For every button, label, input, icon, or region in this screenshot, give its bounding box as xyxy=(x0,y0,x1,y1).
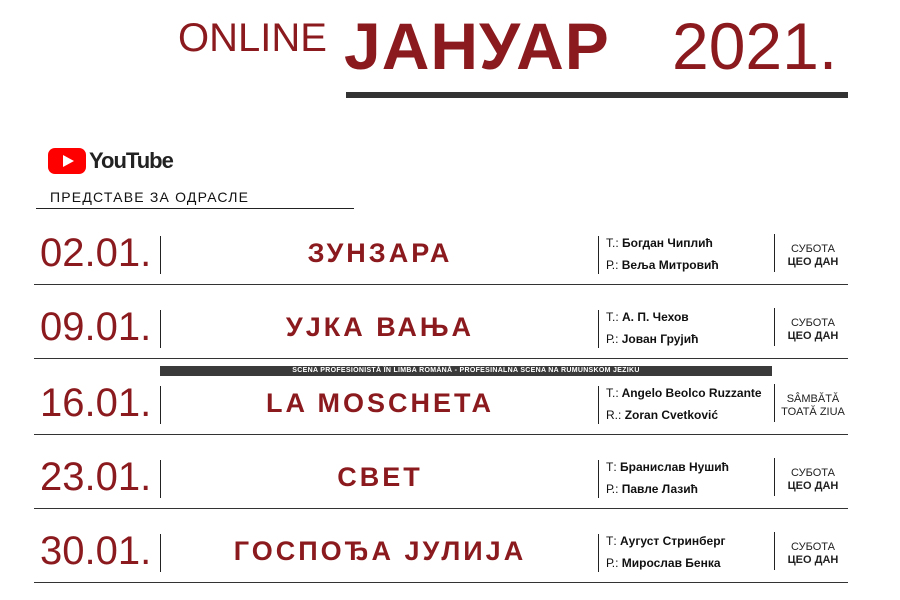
divider xyxy=(774,458,775,496)
event-author xyxy=(606,236,713,250)
director-name: Мирослав Бенка xyxy=(621,556,721,570)
event-time: TOATĂ ZIUA xyxy=(781,406,845,418)
section-label: ПРЕДСТАВЕ ЗА ОДРАСЛЕ xyxy=(50,189,250,205)
event-row xyxy=(0,298,900,372)
author-key: Т.: xyxy=(606,310,619,324)
director-name: Zoran Cvetković xyxy=(624,408,719,422)
event-title: LA MOSCHETA xyxy=(266,388,494,418)
event-day: СУБОТА xyxy=(791,243,835,255)
director-name: Јован Грујић xyxy=(621,332,699,346)
event-date: 02.01. xyxy=(40,231,152,275)
language-banner: SCENA PROFESIONISTĂ ÎN LIMBA ROMÂNĂ - PROFESINALNA SCENA NA RUMUNSKOM JEZIKU xyxy=(160,366,772,376)
row-divider xyxy=(34,434,848,435)
event-time: ЦЕО ДАН xyxy=(787,256,839,268)
event-title: СВЕТ xyxy=(337,462,423,492)
event-director xyxy=(606,332,698,346)
event-schedule xyxy=(778,467,848,493)
event-author xyxy=(606,534,726,548)
divider xyxy=(160,534,161,572)
event-title: ГОСПОЂА ЈУЛИЈА xyxy=(233,536,527,566)
director-name: Павле Лазић xyxy=(621,482,698,496)
event-date: 30.01. xyxy=(40,529,152,573)
event-director xyxy=(606,408,718,422)
event-row xyxy=(0,448,900,522)
divider xyxy=(774,234,775,272)
event-day: СУБОТА xyxy=(791,467,835,479)
row-divider xyxy=(34,582,848,583)
event-author xyxy=(606,386,762,400)
director-key: Р.: xyxy=(606,332,619,346)
author-name: Бранислав Нушић xyxy=(620,460,729,474)
event-time: ЦЕО ДАН xyxy=(787,554,839,566)
event-row xyxy=(0,224,900,298)
event-row xyxy=(0,522,900,596)
director-key: R.: xyxy=(606,408,622,422)
divider xyxy=(160,460,161,498)
director-key: Р.: xyxy=(606,258,619,272)
author-name: Аугуст Стринберг xyxy=(620,534,726,548)
author-key: T.: xyxy=(606,386,619,400)
director-key: Р.: xyxy=(606,556,619,570)
director-name: Веља Митровић xyxy=(621,258,719,272)
event-schedule xyxy=(778,243,848,269)
online-label: ONLINE xyxy=(178,16,327,60)
row-divider xyxy=(34,284,848,285)
divider xyxy=(598,236,599,274)
event-row xyxy=(0,374,900,448)
event-date: 09.01. xyxy=(40,305,152,349)
event-director xyxy=(606,482,698,496)
event-time: ЦЕО ДАН xyxy=(787,480,839,492)
divider xyxy=(160,310,161,348)
divider xyxy=(160,386,161,424)
event-director xyxy=(606,556,721,570)
row-divider xyxy=(34,508,848,509)
event-title: ЗУНЗАРА xyxy=(307,238,453,268)
divider xyxy=(598,460,599,498)
youtube-wordmark: YouTube xyxy=(89,148,173,173)
divider xyxy=(774,308,775,346)
event-schedule xyxy=(778,541,848,567)
year-title: 2021. xyxy=(672,9,838,83)
author-key: Т: xyxy=(606,460,617,474)
event-schedule xyxy=(778,317,848,343)
author-name: Angelo Beolco Ruzzante xyxy=(621,386,762,400)
divider xyxy=(774,532,775,570)
event-author xyxy=(606,310,689,324)
month-title: ЈАНУАР xyxy=(344,9,610,83)
author-name: Богдан Чиплић xyxy=(622,236,713,250)
director-key: Р.: xyxy=(606,482,619,496)
author-key: Т.: xyxy=(606,236,619,250)
divider xyxy=(598,534,599,572)
event-author xyxy=(606,460,729,474)
section-divider xyxy=(36,208,354,209)
divider xyxy=(598,386,599,424)
event-day: СУБОТА xyxy=(791,541,835,553)
divider xyxy=(160,236,161,274)
event-day: SÂMBĂTĂ xyxy=(786,393,840,405)
event-title: УЈКА ВАЊА xyxy=(285,312,475,342)
event-director xyxy=(606,258,719,272)
youtube-play-icon xyxy=(48,148,86,174)
divider xyxy=(598,310,599,348)
author-key: Т: xyxy=(606,534,617,548)
author-name: А. П. Чехов xyxy=(622,310,689,324)
event-day: СУБОТА xyxy=(791,317,835,329)
title-underline xyxy=(346,92,848,98)
divider xyxy=(774,384,775,422)
event-time: ЦЕО ДАН xyxy=(787,330,839,342)
event-schedule xyxy=(778,393,848,419)
event-date: 16.01. xyxy=(40,381,152,425)
youtube-logo[interactable] xyxy=(48,147,173,175)
event-date: 23.01. xyxy=(40,455,152,499)
row-divider xyxy=(34,358,848,359)
